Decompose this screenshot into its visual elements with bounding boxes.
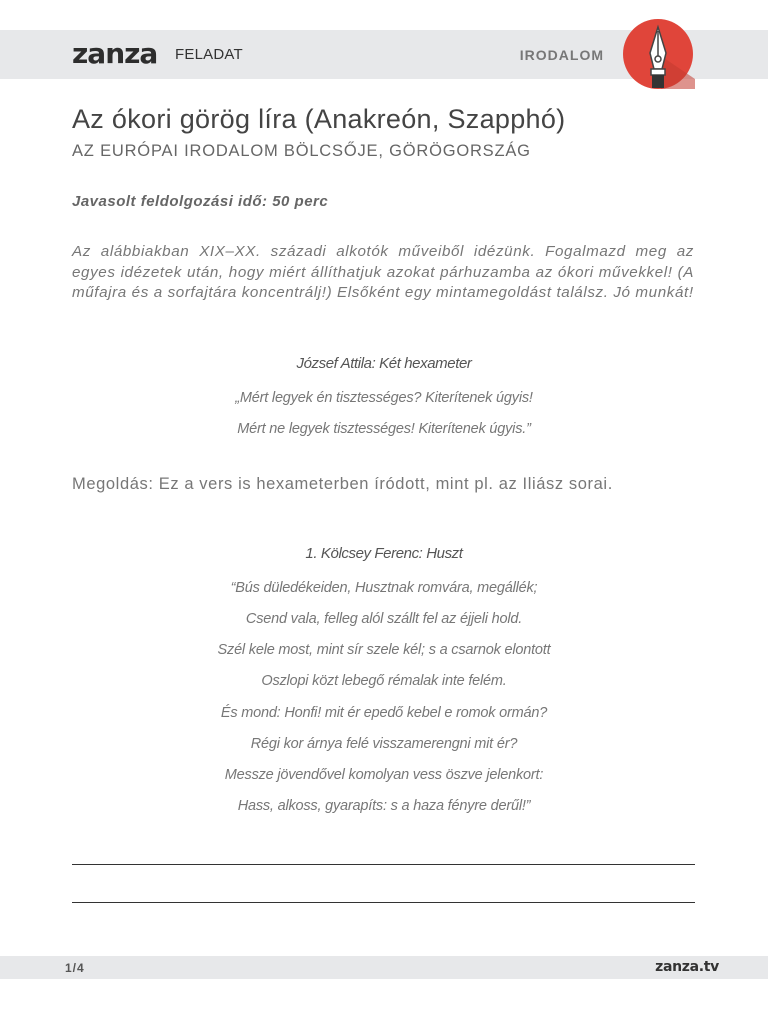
footer-band [0, 956, 768, 979]
example-poem-title: József Attila: Két hexameter [296, 355, 472, 372]
page-number: 1/4 [65, 961, 85, 975]
poem-1-line: Régi kor árnya felé visszamerengni mit ér? [250, 736, 518, 752]
poem-1-line: Messze jövendővel komolyan vess öszve jelenkort: [224, 767, 544, 783]
poem-1-line: Oszlopi közt lebegő rémalak inte felém. [261, 673, 507, 689]
header-section-label: FELADAT [175, 46, 243, 63]
suggested-time: Javasolt feldolgozási idő: 50 perc [72, 193, 329, 210]
poem-1-line: Hass, alkoss, gyarapíts: s a haza fényre derűl!” [237, 798, 531, 814]
answer-line[interactable] [72, 864, 695, 865]
poem-1-line: “Bús düledékeiden, Husztnak romvára, megállék; [230, 580, 538, 596]
poem-1-title: 1. Kölcsey Ferenc: Huszt [305, 545, 463, 562]
poem-1-line: Szél kele most, mint sír szele kél; s a csarnok elontott [217, 642, 551, 658]
task-instructions: Az alábbiakban XIX–XX. századi alkotók műveiből idézünk. Fogalmazd meg az egyes idézetek után, hogy miért állíthatjuk azokat párhuzamba az ókori művekkel! (A műfajra és a sorfajtára koncentrálj!) Elsőként egy mintamegoldást találsz. Jó munkát! [72, 243, 694, 301]
zanza-logo: zanza [72, 37, 158, 70]
poem-1-line: Csend vala, felleg alól szállt fel az éjjeli hold. [245, 611, 523, 627]
answer-line[interactable] [72, 902, 695, 903]
example-poem-line: „Mért legyek én tisztességes? Kiterítenek úgyis! [235, 390, 533, 406]
page-title: Az ókori görög líra (Anakreón, Szapphó) [72, 104, 566, 134]
footer-brand: zanza.tv [655, 959, 719, 975]
subject-label: IRODALOM [519, 47, 604, 63]
page-subtitle: AZ EURÓPAI IRODALOM BÖLCSŐJE, GÖRÖGORSZÁG [72, 142, 531, 160]
poem-1-line: És mond: Honfi! mit ér epedő kebel e romok ormán? [220, 705, 548, 721]
example-poem-line: Mért ne legyek tisztességes! Kiterítenek úgyis.” [237, 421, 531, 437]
example-solution: Megoldás: Ez a vers is hexameterben íródott, mint pl. az Iliász sorai. [72, 475, 613, 493]
fountain-pen-icon [621, 19, 695, 89]
